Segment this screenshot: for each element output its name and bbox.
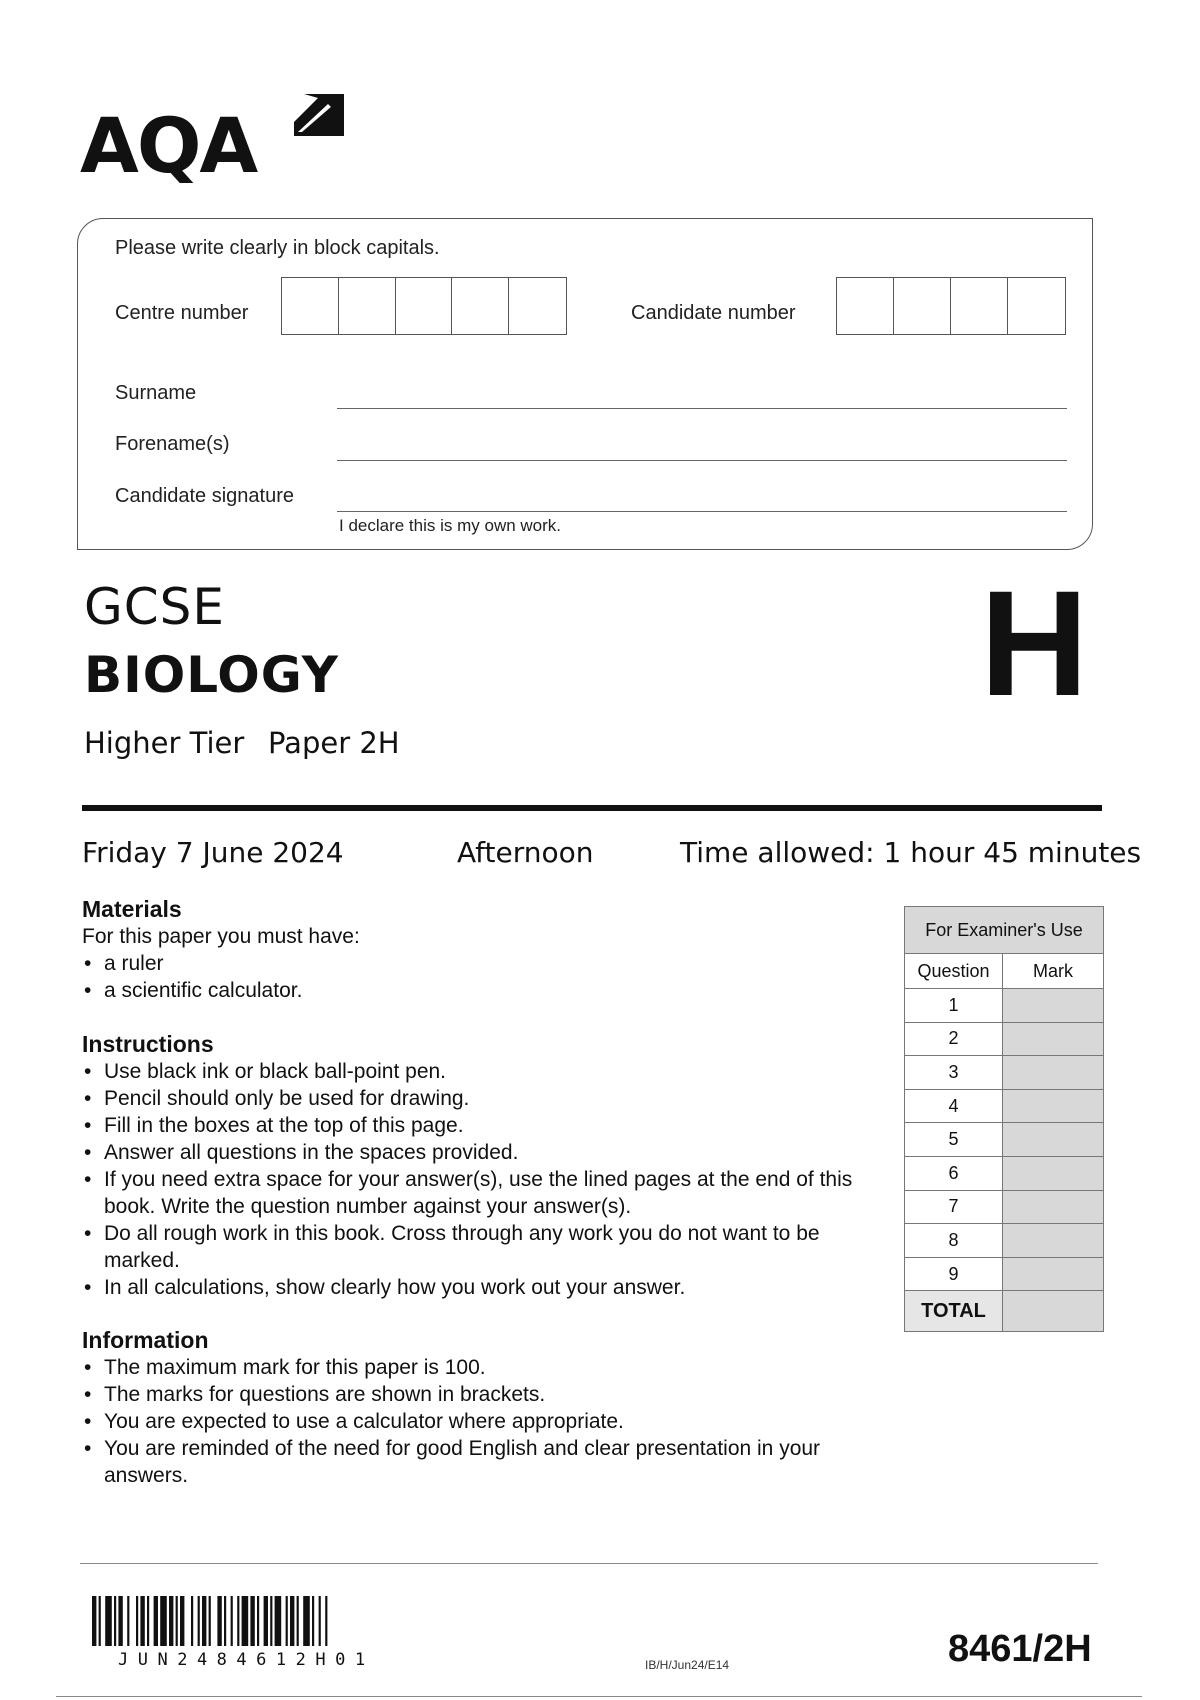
exam-date: Friday 7 June 2024 bbox=[82, 836, 344, 869]
surname-field[interactable] bbox=[337, 408, 1067, 409]
materials-intro: For this paper you must have: bbox=[82, 925, 360, 948]
question-number: 8 bbox=[905, 1224, 1003, 1258]
time-allowed: Time allowed: 1 hour 45 minutes bbox=[680, 836, 1142, 869]
candidate-details-box bbox=[77, 218, 1093, 550]
centre-digit-box[interactable] bbox=[509, 278, 566, 334]
mark-cell bbox=[1003, 1022, 1104, 1056]
question-number: 6 bbox=[905, 1156, 1003, 1190]
total-mark-cell bbox=[1003, 1291, 1104, 1332]
centre-digit-box[interactable] bbox=[396, 278, 453, 334]
mark-cell bbox=[1003, 1089, 1104, 1123]
candidate-digit-box[interactable] bbox=[1008, 278, 1065, 334]
logo-text: AQA bbox=[80, 101, 257, 190]
signature-field[interactable] bbox=[337, 511, 1067, 512]
materials-list bbox=[82, 950, 882, 1004]
mark-cell bbox=[1003, 989, 1104, 1023]
mark-cell bbox=[1003, 1190, 1104, 1224]
question-number: 9 bbox=[905, 1257, 1003, 1291]
list-item: • The marks for questions are shown in brackets. bbox=[82, 1381, 872, 1408]
instructions-list bbox=[82, 1058, 872, 1301]
footer-divider bbox=[80, 1563, 1098, 1564]
total-label: TOTAL bbox=[905, 1291, 1003, 1332]
information-list bbox=[82, 1354, 872, 1489]
barcode-icon bbox=[92, 1596, 502, 1656]
list-item: • Do all rough work in this book. Cross through any work you do not want to be marked. bbox=[82, 1220, 872, 1274]
candidate-number-boxes[interactable] bbox=[836, 277, 1066, 335]
list-item: • You are expected to use a calculator where appropriate. bbox=[82, 1408, 872, 1435]
question-column-header: Question bbox=[905, 954, 1003, 989]
instructions-section bbox=[82, 1031, 872, 1301]
paper-label: Paper 2H bbox=[268, 726, 400, 760]
candidate-digit-box[interactable] bbox=[951, 278, 1008, 334]
list-item: • a ruler bbox=[82, 950, 882, 977]
centre-digit-box[interactable] bbox=[282, 278, 339, 334]
mark-cell bbox=[1003, 1123, 1104, 1157]
materials-section bbox=[82, 896, 882, 1004]
centre-digit-box[interactable] bbox=[339, 278, 396, 334]
qualification-title: GCSE bbox=[84, 578, 225, 636]
list-item: • a scientific calculator. bbox=[82, 977, 882, 1004]
candidate-digit-box[interactable] bbox=[837, 278, 894, 334]
list-item: • If you need extra space for your answer(s), use the lined pages at the end of this book. Write the question number against your answer(s). bbox=[82, 1166, 872, 1220]
mark-cell bbox=[1003, 1156, 1104, 1190]
information-section bbox=[82, 1327, 872, 1489]
table-row bbox=[905, 1156, 1104, 1190]
information-heading: Information bbox=[82, 1327, 209, 1353]
tier-letter: H bbox=[980, 559, 1089, 727]
block-capitals-instruction: Please write clearly in block capitals. bbox=[115, 237, 440, 259]
subject-title: BIOLOGY bbox=[84, 646, 339, 704]
materials-heading: Materials bbox=[82, 896, 182, 922]
page-bottom-line bbox=[56, 1696, 1142, 1697]
question-number: 3 bbox=[905, 1056, 1003, 1090]
candidate-digit-box[interactable] bbox=[894, 278, 951, 334]
mark-cell bbox=[1003, 1224, 1104, 1258]
forename-label: Forename(s) bbox=[115, 433, 230, 455]
declaration-text: I declare this is my own work. bbox=[339, 516, 562, 535]
centre-number-boxes[interactable] bbox=[281, 277, 567, 335]
question-number: 7 bbox=[905, 1190, 1003, 1224]
list-item: • The maximum mark for this paper is 100. bbox=[82, 1354, 872, 1381]
table-row bbox=[905, 1056, 1104, 1090]
aqa-logo bbox=[80, 90, 350, 190]
question-number: 4 bbox=[905, 1089, 1003, 1123]
instructions-heading: Instructions bbox=[82, 1031, 214, 1057]
list-item: • You are reminded of the need for good English and clear presentation in your answers. bbox=[82, 1435, 872, 1489]
table-row bbox=[905, 1291, 1104, 1332]
list-item: • Answer all questions in the spaces provided. bbox=[82, 1139, 872, 1166]
title-divider bbox=[82, 805, 1102, 811]
mark-column-header: Mark bbox=[1003, 954, 1104, 989]
paper-reference: IB/H/Jun24/E14 bbox=[645, 1658, 730, 1672]
exam-session: Afternoon bbox=[457, 836, 594, 869]
list-item: • In all calculations, show clearly how you work out your answer. bbox=[82, 1274, 872, 1301]
table-row bbox=[905, 1123, 1104, 1157]
tier-label: Higher Tier bbox=[84, 726, 245, 760]
question-number: 2 bbox=[905, 1022, 1003, 1056]
question-number: 5 bbox=[905, 1123, 1003, 1157]
surname-label: Surname bbox=[115, 382, 197, 404]
table-row bbox=[905, 1089, 1104, 1123]
logo-mark-icon bbox=[288, 92, 346, 150]
barcode-text: JUN2484612H01 bbox=[118, 1650, 375, 1670]
list-item: • Use black ink or black ball-point pen. bbox=[82, 1058, 872, 1085]
mark-cell bbox=[1003, 1056, 1104, 1090]
candidate-number-label: Candidate number bbox=[631, 302, 796, 324]
signature-label: Candidate signature bbox=[115, 485, 295, 507]
list-item: • Pencil should only be used for drawing. bbox=[82, 1085, 872, 1112]
table-row bbox=[905, 1022, 1104, 1056]
forename-field[interactable] bbox=[337, 460, 1067, 461]
centre-digit-box[interactable] bbox=[452, 278, 509, 334]
table-row bbox=[905, 1257, 1104, 1291]
paper-code: 8461/2H bbox=[948, 1628, 1092, 1670]
table-row bbox=[905, 1190, 1104, 1224]
examiner-use-table bbox=[904, 906, 1104, 1332]
centre-number-label: Centre number bbox=[115, 302, 249, 324]
examiner-table-heading: For Examiner's Use bbox=[905, 907, 1104, 954]
table-row bbox=[905, 1224, 1104, 1258]
question-number: 1 bbox=[905, 989, 1003, 1023]
list-item: • Fill in the boxes at the top of this page. bbox=[82, 1112, 872, 1139]
mark-cell bbox=[1003, 1257, 1104, 1291]
table-row bbox=[905, 989, 1104, 1023]
